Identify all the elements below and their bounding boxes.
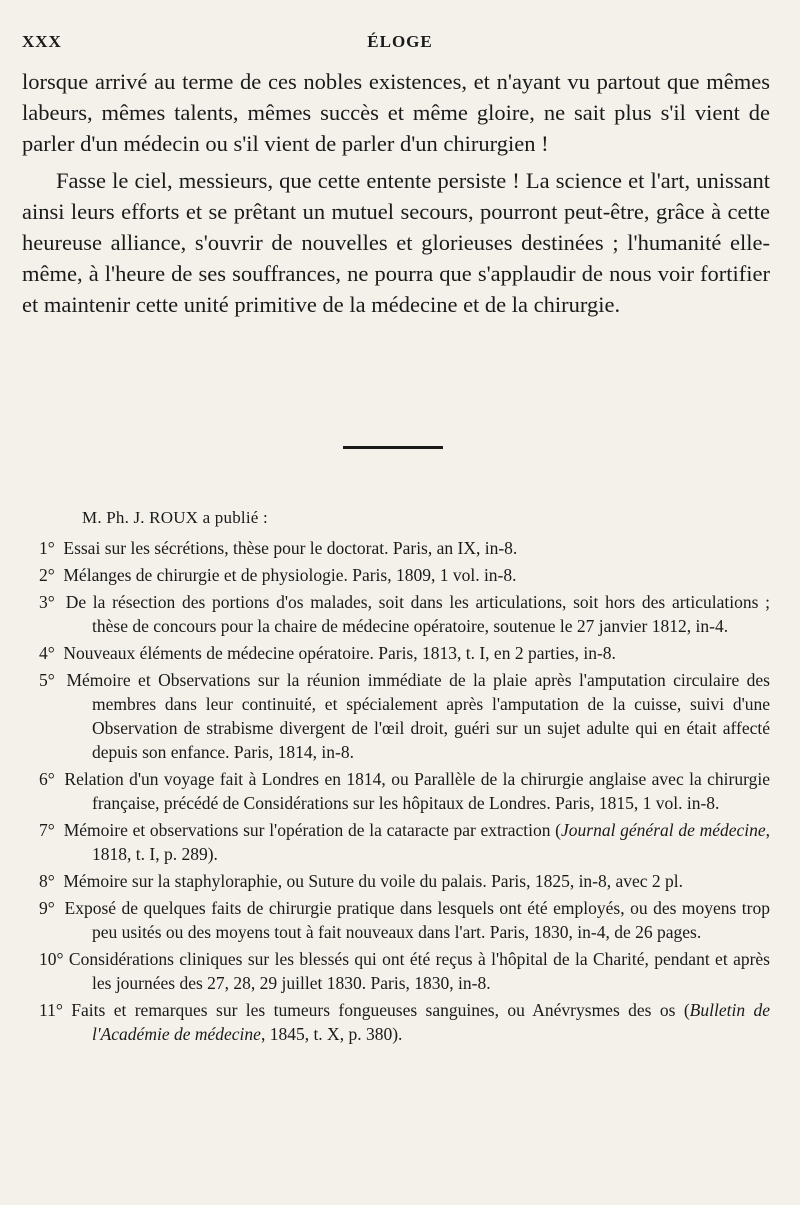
bibliography-entry — [36, 641, 770, 665]
running-title: ÉLOGE — [367, 32, 433, 51]
journal-title: Bulletin de l'Académie de médecine — [92, 1000, 770, 1044]
bibliography-entry — [36, 818, 770, 866]
bibliography-entry — [36, 947, 770, 995]
entry-text: Nouveaux éléments de médecine opératoire. Paris, 1813, t. I, en 2 parties, in-8. — [63, 643, 616, 663]
entry-text: Mémoire sur la staphyloraphie, ou Suture du voile du palais. Paris, 1825, in-8, avec 2 pl. — [63, 871, 684, 891]
bibliography-entry — [36, 869, 770, 893]
entry-number: 6° — [39, 769, 55, 789]
entry-text: Relation d'un voyage fait à Londres en 1814, ou Parallèle de la chirurgie anglaise avec la chirurgie française, précédé de Considérations sur les hôpitaux de Londres. Paris, 1815, 1 vol. in-8. — [64, 769, 770, 813]
entry-number: 4° — [39, 643, 55, 663]
entry-text: Exposé de quelques faits de chirurgie pratique dans lesquels ont été employés, ou des moyens trop peu usités ou des moyens tout à fait nouveaux dans l'art. Paris, 1830, in-4, de 26 pages. — [64, 898, 770, 942]
page-number: XXX — [22, 32, 62, 51]
entry-number: 1° — [39, 538, 55, 558]
bibliography-entry — [36, 668, 770, 764]
paragraph-1: lorsque arrivé au terme de ces nobles existences, et n'ayant vu partout que mêmes labeurs, mêmes talents, mêmes succès et même gloire, ne sait plus s'il vient de parler d'un médecin ou s'il vient de parler d'un chirurgien ! — [22, 69, 770, 156]
entry-number: 5° — [39, 670, 55, 690]
entry-text: Mémoire et observations sur l'opération de la cataracte par extraction ( — [63, 820, 562, 840]
entry-text: Considérations cliniques sur les blessés qui ont été reçus à l'hôpital de la Charité, pendant et après les journées des 27, 28, 29 juillet 1830. Paris, 1830, in-8. — [68, 949, 770, 993]
entry-text: De la résection des portions d'os malades, soit dans les articulations, soit hors des articulations ; thèse de concours pour la chaire de médecine opératoire, soutenue le 27 janvier 1812, in-4. — [65, 592, 770, 636]
running-header — [22, 32, 778, 56]
bibliography-entry — [36, 767, 770, 815]
bibliography-list — [36, 536, 770, 1046]
entry-text-end: , 1818, t. I, p. 289). — [92, 820, 771, 864]
bibliography-entry — [36, 536, 770, 560]
bibliography-heading: M. Ph. J. ROUX a publié : — [82, 508, 268, 527]
section-divider — [343, 446, 443, 449]
body-text — [22, 66, 770, 320]
entry-number: 3° — [39, 592, 55, 612]
journal-title: Journal général de médecine — [561, 820, 766, 840]
entry-text: Essai sur les sécrétions, thèse pour le doctorat. Paris, an IX, in-8. — [63, 538, 518, 558]
bibliography-entry — [36, 998, 770, 1046]
bibliography-entry — [36, 590, 770, 638]
bibliography-entry — [36, 563, 770, 587]
entry-text: Faits et remarques sur les tumeurs fongueuses sanguines, ou Anévrysmes des os ( — [71, 1000, 690, 1020]
entry-text: Mémoire et Observations sur la réunion immédiate de la plaie après l'amputation circulaire des membres dans leur continuité, et spécialement après l'amputation de la cuisse, suivi d'une Observation de strabisme divergent de l'œil droit, guéri sur un sujet adulte qui en était affecté depuis son enfance. Paris, 1814, in-8. — [66, 670, 770, 762]
entry-text-end: , 1845, t. X, p. 380). — [260, 1024, 403, 1044]
paragraph-2: Fasse le ciel, messieurs, que cette entente persiste ! La science et l'art, unissant ainsi leurs efforts et se prêtant un mutuel secours, pourront peut-être, grâce à cette heureuse alliance, s'ouvrir de nouvelles et glorieuses destinées ; l'humanité elle-même, à l'heure de ses souffrances, ne pourra que s'applaudir de nous voir fortifier et maintenir cette unité primitive de la médecine et de la chirurgie. — [22, 168, 770, 317]
bibliography-entry — [36, 896, 770, 944]
entry-number: 2° — [39, 565, 55, 585]
entry-text: Mélanges de chirurgie et de physiologie. Paris, 1809, 1 vol. in-8. — [63, 565, 517, 585]
entry-number: 11° — [39, 1000, 63, 1020]
entry-number: 9° — [39, 898, 55, 918]
entry-number: 8° — [39, 871, 55, 891]
entry-number: 10° — [39, 949, 64, 969]
entry-number: 7° — [39, 820, 55, 840]
bibliography — [36, 506, 770, 1049]
